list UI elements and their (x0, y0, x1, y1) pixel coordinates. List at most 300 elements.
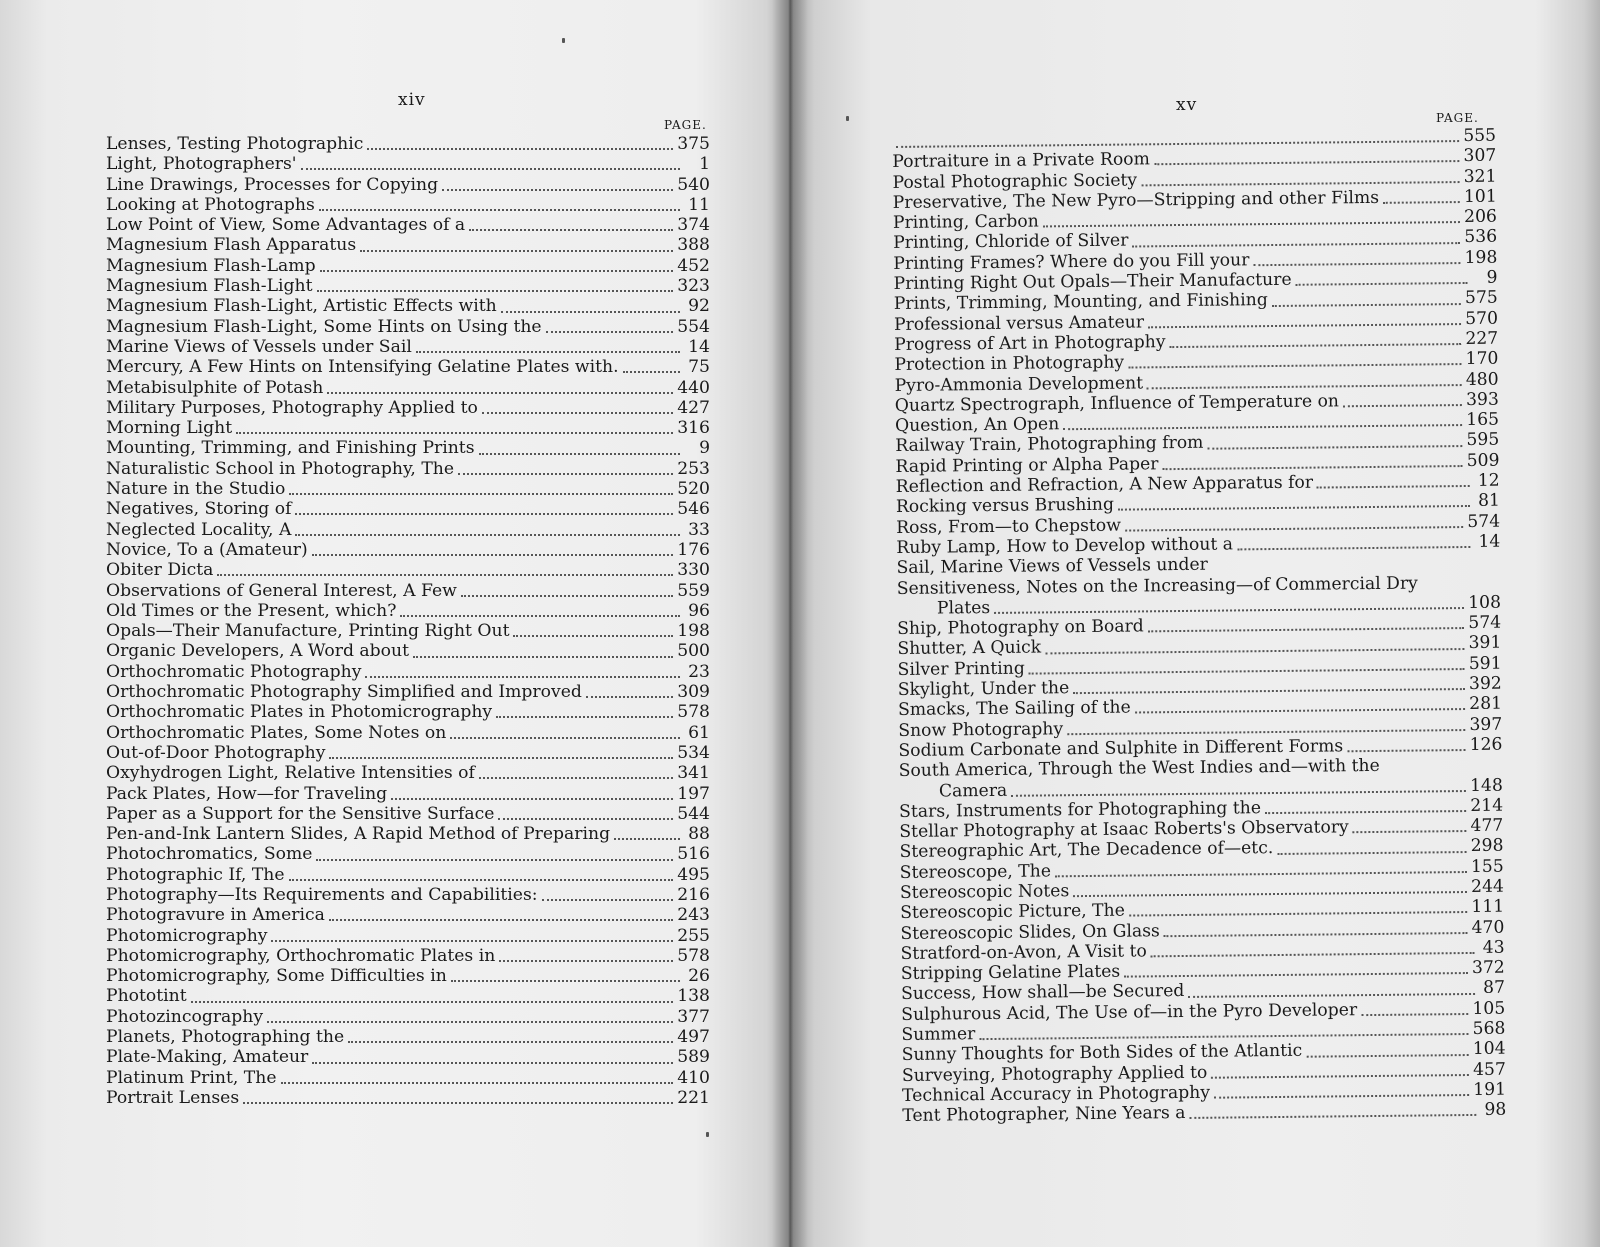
index-entry (106, 357, 710, 377)
entry-page-number: 253 (677, 458, 710, 479)
entry-title: Magnesium Flash-Light, Artistic Effects with (106, 296, 497, 317)
entry-title: Photomicrography, Some Difficulties in (106, 966, 447, 987)
entry-title: Negatives, Storing of (106, 499, 292, 520)
entry-title: Paper as a Support for the Sensitive Surface (106, 803, 495, 824)
page-number: xv (1176, 95, 1198, 115)
entry-page-number: 198 (1464, 247, 1498, 268)
index-entry (106, 1068, 710, 1088)
entry-page-number: 227 (1465, 328, 1499, 349)
entry-page-number: 497 (677, 1027, 710, 1048)
index-entry (106, 276, 710, 296)
dot-leader (1277, 851, 1466, 855)
entry-title: Reflection and Refraction, A New Apparatus for (895, 472, 1314, 498)
entry-page-number: 12 (1477, 470, 1500, 491)
entry-page-number: 214 (1470, 795, 1504, 816)
dot-leader (1124, 972, 1468, 978)
index-entry (106, 601, 710, 621)
index-entry (106, 235, 710, 255)
entry-page-number: 88 (688, 824, 710, 845)
dot-leader (469, 229, 673, 231)
entry-page-number: 568 (1472, 1018, 1506, 1040)
entry-title: Plates (936, 597, 991, 619)
index-entry (106, 134, 710, 154)
entry-page-number: 323 (677, 276, 710, 297)
entry-title: Rocking versus Brushing (895, 495, 1115, 518)
ink-speck (846, 116, 849, 121)
entry-page-number: 281 (1469, 693, 1503, 715)
entry-page-number: 554 (677, 316, 710, 337)
dot-leader (360, 250, 673, 252)
index-entry (106, 438, 710, 458)
entry-page-number: 111 (1471, 896, 1505, 918)
index-list (106, 134, 710, 1108)
dot-leader (1211, 1074, 1469, 1079)
entry-page-number: 374 (677, 215, 710, 236)
entry-page-number: 221 (677, 1087, 710, 1108)
entry-page-number: 9 (1486, 267, 1498, 288)
dot-leader (348, 1041, 673, 1043)
entry-title: Naturalistic School in Photography, The (106, 458, 455, 479)
entry-page-number: 341 (677, 763, 710, 784)
entry-page-number: 148 (1469, 775, 1503, 796)
entry-title: Sulphurous Acid, The Use of—in the Pyro Developer (901, 999, 1358, 1025)
index-entry (106, 662, 710, 682)
entry-title: Magnesium Flash-Light (106, 276, 313, 297)
entry-page-number: 244 (1471, 876, 1505, 897)
entry-page-number: 255 (677, 925, 710, 946)
entry-page-number: 470 (1471, 917, 1505, 938)
entry-page-number: 1 (699, 154, 710, 175)
entry-title: Magnesium Flash-Lamp (106, 255, 316, 276)
entry-title: Opals—Their Manufacture, Printing Right Out (106, 621, 510, 642)
entry-title: Progress of Art in Photography (894, 332, 1166, 355)
entry-page-number: 321 (1463, 166, 1497, 187)
page-column-header: PAGE. (1436, 111, 1479, 125)
index-entry (106, 986, 710, 1006)
dot-leader (496, 716, 673, 718)
entry-title: Protection in Photography (894, 352, 1125, 376)
dot-leader (1265, 810, 1466, 814)
entry-page-number: 388 (677, 235, 710, 256)
dot-leader (442, 189, 673, 191)
entry-page-number: 307 (1463, 145, 1497, 167)
entry-page-number: 176 (677, 539, 710, 560)
dot-leader (461, 595, 673, 597)
dot-leader (482, 412, 673, 414)
page-column-header: PAGE. (664, 118, 707, 132)
entry-title: Surveying, Photography Applied to (901, 1062, 1208, 1086)
entry-page-number: 372 (1471, 957, 1505, 979)
entry-title: Planets, Photographing the (106, 1027, 345, 1048)
index-entry (106, 520, 710, 540)
entry-page-number: 87 (1483, 978, 1506, 999)
dot-leader (367, 148, 673, 150)
entry-page-number: 392 (1468, 673, 1502, 695)
index-entry (106, 682, 710, 702)
entry-page-number: 375 (677, 134, 710, 154)
dot-leader (1055, 871, 1467, 877)
entry-title: Photochromatics, Some (106, 844, 313, 865)
entry-page-number: 427 (677, 397, 710, 418)
entry-title: Printing, Chloride of Silver (893, 231, 1129, 254)
entry-page-number: 575 (1464, 288, 1498, 309)
index-entry (106, 195, 710, 215)
entry-title: Rapid Printing or Alpha Paper (895, 453, 1159, 477)
entry-title: Neglected Locality, A (106, 519, 292, 540)
dot-leader (450, 737, 680, 739)
dot-leader (271, 940, 673, 942)
entry-page-number: 14 (688, 336, 710, 357)
dot-leader (191, 1001, 674, 1003)
dot-leader (327, 392, 673, 394)
entry-page-number: 170 (1465, 348, 1499, 370)
index-entry (106, 784, 710, 804)
dot-leader (1141, 181, 1460, 186)
dot-leader (1207, 445, 1462, 450)
dot-leader (295, 513, 673, 515)
index-entry (106, 1047, 710, 1067)
entry-page-number: 534 (677, 742, 710, 763)
entry-page-number: 440 (677, 377, 710, 398)
entry-title: Orthochromatic Plates, Some Notes on (106, 722, 447, 743)
dot-leader (1118, 505, 1470, 511)
dot-leader (614, 838, 680, 840)
entry-title: Stripping Gelatine Plates (900, 961, 1121, 985)
entry-page-number: 591 (1468, 653, 1502, 674)
entry-page-number: 480 (1465, 369, 1499, 390)
entry-title: Observations of General Interest, A Few (106, 580, 457, 601)
dot-leader (499, 960, 673, 962)
entry-title: Obiter Dicta (106, 560, 214, 581)
dot-leader (994, 607, 1464, 614)
dot-leader (267, 1021, 673, 1023)
entry-page-number: 477 (1470, 815, 1504, 837)
dot-leader (1190, 1114, 1477, 1119)
entry-title: Silver Printing (897, 658, 1025, 680)
entry-title: Ship, Photography on Board (897, 616, 1144, 640)
entry-title: Stellar Photography at Isaac Roberts's Observatory (899, 817, 1349, 843)
entry-page-number: 101 (1463, 186, 1497, 207)
entry-page-number: 544 (677, 803, 710, 824)
entry-title: Stars, Instruments for Photographing the (899, 797, 1262, 822)
ink-speck (562, 38, 565, 43)
dot-leader (312, 554, 673, 556)
entry-title: Quartz Spectrograph, Influence of Temperature on (894, 391, 1340, 416)
dot-leader (1073, 688, 1465, 694)
entry-page-number: 495 (677, 864, 710, 885)
dot-leader (513, 635, 673, 637)
index-entry (106, 702, 710, 722)
entry-page-number: 61 (688, 722, 710, 743)
entry-title: Professional versus Amateur (893, 312, 1145, 335)
entry-page-number: 316 (677, 418, 710, 439)
dot-leader (1029, 668, 1465, 675)
entry-page-number: 500 (677, 641, 710, 662)
entry-page-number: 410 (677, 1067, 710, 1088)
entry-title: Orthochromatic Plates in Photomicrography (106, 702, 493, 723)
entry-page-number: 96 (688, 600, 710, 621)
entry-page-number: 155 (1470, 856, 1504, 877)
dot-leader (1306, 1054, 1469, 1058)
entry-title: Smacks, The Sailing of the (897, 697, 1131, 721)
page-number: xiv (398, 90, 426, 110)
entry-page-number: 536 (1464, 227, 1498, 248)
dot-leader (295, 534, 680, 536)
dot-leader (243, 1102, 673, 1104)
entry-page-number: 43 (1482, 937, 1505, 958)
dot-leader (1073, 891, 1467, 897)
dot-leader (1163, 465, 1463, 470)
entry-title: Photography—Its Requirements and Capabilities: (106, 884, 538, 905)
dot-leader (451, 980, 680, 982)
entry-title: Ruby Lamp, How to Develop without a (896, 534, 1234, 558)
entry-title: Photozincography (106, 1006, 264, 1027)
dot-leader (1148, 627, 1465, 632)
dot-leader (289, 879, 674, 881)
entry-page-number: 14 (1478, 531, 1501, 552)
dot-leader (1067, 729, 1465, 735)
entry-title: Success, How shall—be Secured (900, 981, 1185, 1005)
index-entry (106, 296, 710, 316)
left-page (0, 0, 790, 1247)
entry-title: Stereoscopic Slides, On Glass (900, 920, 1160, 944)
dot-leader (1384, 770, 1473, 771)
index-entry (106, 256, 710, 276)
entry-title: Skylight, Under the (897, 678, 1070, 700)
entry-title: Looking at Photographs (106, 194, 315, 215)
entry-page-number: 595 (1466, 430, 1500, 451)
dot-leader (1129, 911, 1468, 917)
index-entry (106, 865, 710, 885)
dot-leader (1151, 952, 1475, 957)
entry-page-number: 589 (677, 1047, 710, 1068)
dot-leader (479, 453, 680, 455)
index-entry (106, 499, 710, 519)
entry-page-number: 520 (677, 479, 710, 500)
entry-page-number: 197 (677, 783, 710, 804)
index-entry (106, 804, 710, 824)
entry-title: Orthochromatic Photography (106, 661, 362, 682)
entry-page-number: 138 (677, 986, 710, 1007)
dot-leader (1011, 790, 1466, 797)
dot-leader (1148, 323, 1461, 328)
entry-page-number: 105 (1472, 998, 1506, 1019)
index-entry (106, 581, 710, 601)
dot-leader (329, 757, 673, 759)
index-entry (106, 1027, 710, 1047)
dot-leader (1317, 485, 1470, 489)
entry-page-number: 570 (1465, 308, 1499, 329)
entry-page-number: 165 (1466, 409, 1500, 431)
entry-page-number: 393 (1465, 389, 1499, 410)
entry-title: Sodium Carbonate and Sulphite in Different Forms (898, 736, 1344, 761)
entry-page-number: 309 (677, 682, 710, 703)
entry-title: Printing Right Out Opals—Their Manufacture (893, 269, 1292, 295)
entry-page-number: 26 (688, 966, 710, 987)
entry-title: Nature in the Studio (106, 479, 286, 500)
dot-leader (400, 615, 680, 617)
index-list (892, 126, 1506, 1127)
dot-leader (546, 331, 674, 333)
entry-page-number: 92 (688, 296, 710, 317)
dot-leader (301, 168, 680, 170)
dot-leader (329, 919, 673, 921)
index-entry (106, 337, 710, 357)
entry-title: Light, Photographers' (106, 154, 297, 175)
dot-leader (1383, 201, 1460, 204)
dot-leader (316, 859, 673, 861)
entry-title: Stereographic Art, The Decadence of—etc. (899, 838, 1274, 863)
index-entry (106, 621, 710, 641)
entry-title: Magnesium Flash Apparatus (106, 235, 357, 256)
index-entry (106, 723, 710, 743)
entry-page-number: 198 (677, 621, 710, 642)
entry-title: Pack Plates, How—for Traveling (106, 783, 388, 804)
entry-title: Novice, To a (Amateur) (106, 539, 308, 560)
entry-title: Oxyhydrogen Light, Relative Intensities of (106, 763, 475, 784)
entry-page-number: 457 (1472, 1059, 1506, 1080)
index-entry (106, 317, 710, 337)
index-entry (106, 905, 710, 925)
dot-leader (319, 209, 680, 211)
entry-title: Ross, From—to Chepstow (896, 515, 1121, 538)
dot-leader (1353, 830, 1467, 833)
entry-title: Portraiture in a Private Room (892, 149, 1150, 173)
entry-title: Line Drawings, Processes for Copying (106, 174, 439, 195)
entry-page-number: 23 (688, 661, 710, 682)
dot-leader (1147, 384, 1462, 389)
entry-page-number: 559 (677, 580, 710, 601)
entry-page-number: 540 (677, 174, 710, 195)
dot-leader (391, 798, 673, 800)
index-entry (106, 824, 710, 844)
entry-title: Plate-Making, Amateur (106, 1047, 309, 1068)
index-entry (106, 459, 710, 479)
entry-page-number: 391 (1468, 633, 1502, 654)
entry-title: Sunny Thoughts for Both Sides of the Atlantic (901, 1041, 1303, 1066)
entry-title: Technical Accuracy in Photography (901, 1082, 1211, 1106)
entry-title: Phototint (106, 986, 187, 1007)
dot-leader (501, 311, 680, 313)
entry-title: South America, Through the West Indies and—with the (898, 756, 1380, 782)
dot-leader (1212, 567, 1471, 570)
entry-page-number: 546 (677, 499, 710, 520)
entry-title: Metabisulphite of Potash (106, 377, 324, 398)
entry-title: Orthochromatic Photography Simplified and Improved (106, 682, 582, 703)
index-entry (106, 763, 710, 783)
entry-page-number: 574 (1467, 511, 1501, 532)
index-entry (106, 540, 710, 560)
entry-page-number: 574 (1468, 612, 1502, 634)
entry-title: Sail, Marine Views of Vessels under (896, 554, 1208, 579)
dot-leader (542, 899, 674, 901)
entry-page-number: 397 (1469, 714, 1503, 735)
dot-leader (320, 270, 674, 272)
dot-leader (1063, 424, 1462, 430)
dot-leader (217, 574, 673, 576)
index-entry (106, 966, 710, 986)
entry-page-number: 126 (1469, 734, 1503, 755)
entry-title: Stratford-on-Avon, A Visit to (900, 941, 1147, 964)
dot-leader (1043, 221, 1460, 227)
index-entry (106, 479, 710, 499)
entry-page-number: 206 (1464, 206, 1498, 228)
entry-title: Snow Photography (898, 718, 1064, 741)
dot-leader (1188, 993, 1475, 998)
dot-leader (281, 1082, 674, 1084)
dot-leader (498, 818, 673, 820)
index-entry (106, 175, 710, 195)
dot-leader (289, 493, 673, 495)
entry-title: Camera (938, 780, 1008, 802)
index-entry (106, 641, 710, 661)
entry-page-number: 9 (699, 438, 710, 459)
entry-page-number: 75 (688, 357, 710, 378)
entry-title: Pen-and-Ink Lantern Slides, A Rapid Method of Preparing (106, 824, 611, 845)
dot-leader (1422, 588, 1471, 589)
entry-title: Summer (901, 1024, 976, 1046)
entry-page-number: 578 (677, 702, 710, 723)
entry-page-number: 516 (677, 844, 710, 865)
book-gutter (772, 0, 808, 1247)
dot-leader (416, 351, 680, 353)
entry-page-number: 330 (677, 560, 710, 581)
entry-title: Pyro-Ammonia Development (894, 372, 1144, 396)
entry-page-number: 377 (677, 1006, 710, 1027)
right-page (790, 0, 1600, 1247)
dot-leader (1272, 303, 1461, 307)
entry-title: Railway Train, Photographing from (895, 433, 1204, 457)
entry-title: Sensitiveness, Notes on the Increasing—of Commercial Dry (896, 573, 1418, 599)
entry-title: Photomicrography (106, 925, 268, 946)
index-entry (106, 398, 710, 418)
index-entry (106, 378, 710, 398)
index-entry (106, 215, 710, 235)
dot-leader (479, 777, 673, 779)
dot-leader (413, 656, 673, 658)
dot-leader (586, 696, 673, 698)
entry-title: Question, An Open (894, 414, 1060, 437)
dot-leader (1132, 242, 1460, 247)
dot-leader (1296, 282, 1468, 286)
dot-leader (1045, 648, 1464, 654)
entry-title: Photomicrography, Orthochromatic Plates in (106, 945, 496, 966)
dot-leader (312, 1062, 673, 1064)
entry-title: Marine Views of Vessels under Sail (106, 336, 412, 357)
entry-title: Magnesium Flash-Light, Some Hints on Using the (106, 316, 542, 337)
dot-leader (1253, 262, 1460, 266)
dot-leader (365, 676, 680, 678)
dot-leader (1154, 160, 1460, 165)
entry-page-number: 81 (1477, 490, 1501, 512)
entry-page-number: 509 (1466, 450, 1500, 471)
dot-leader (1164, 932, 1468, 937)
entry-page-number: 555 (1463, 125, 1497, 147)
index-entry (106, 560, 710, 580)
entry-title: Mercury, A Few Hints on Intensifying Gelatine Plates with. (106, 357, 619, 378)
index-entry (106, 1007, 710, 1027)
entry-page-number: 216 (677, 884, 710, 905)
dot-leader (1347, 749, 1465, 752)
entry-title: Out-of-Door Photography (106, 742, 326, 763)
entry-title: Stereoscopic Picture, The (900, 900, 1125, 924)
dot-leader (317, 290, 674, 292)
entry-page-number: 108 (1468, 592, 1502, 613)
dot-leader (236, 432, 673, 434)
index-entry (106, 743, 710, 763)
dot-leader (1135, 708, 1466, 713)
index-entry (106, 946, 710, 966)
